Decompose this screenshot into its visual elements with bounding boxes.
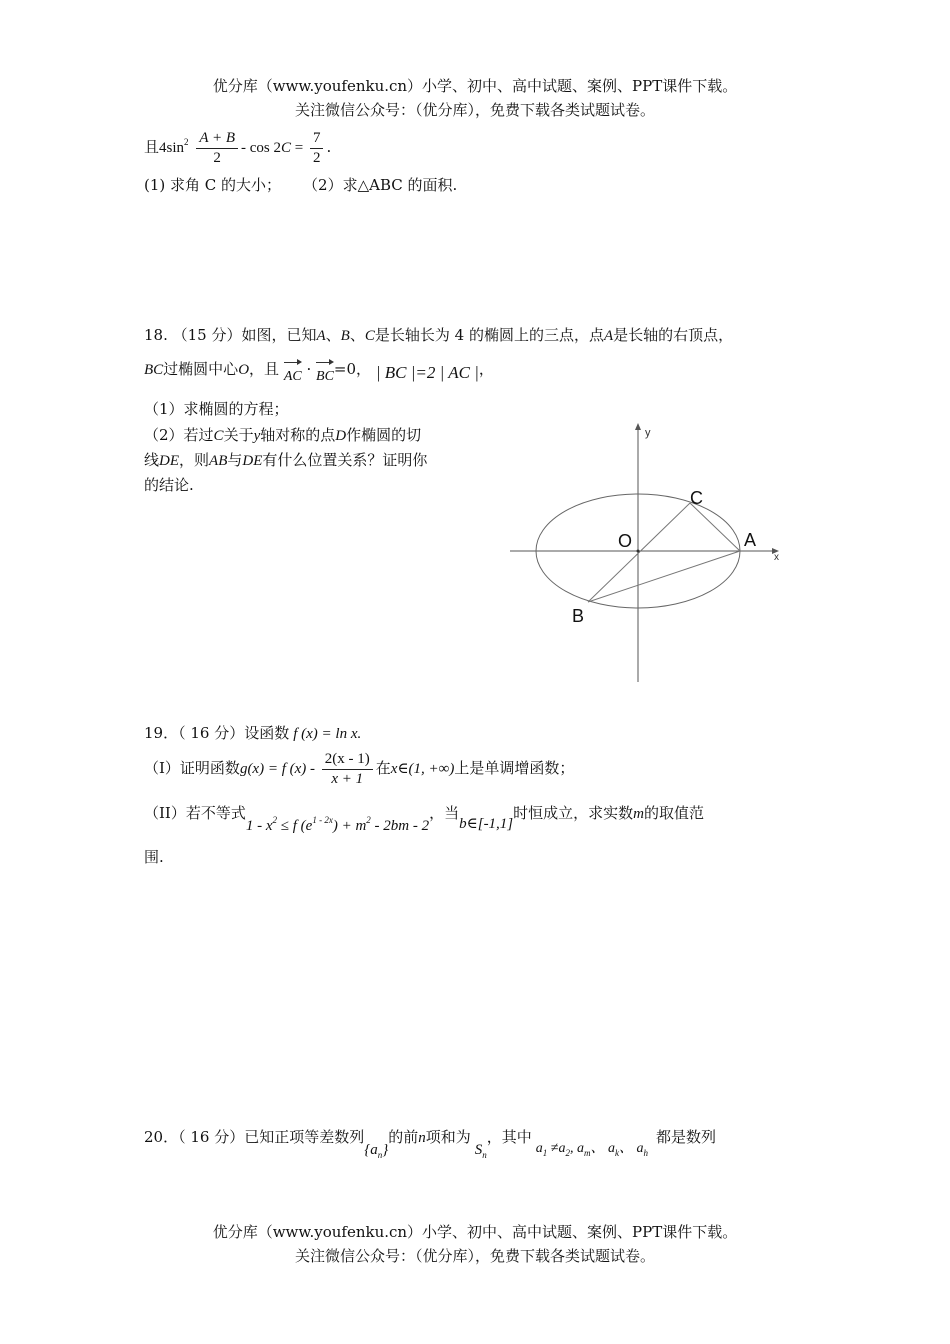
- q17-rhs-fraction: $\frac{7}{2}$: [310, 129, 324, 168]
- q19-part-1: （I）证明函数g(x) = f (x) - $\frac{2(x - 1)}{x + 1}$ 在x∈(1, +∞)上是单调增函数；: [144, 750, 575, 787]
- vector-ac: AC: [284, 362, 302, 392]
- q17-condition: 且$4\sin^2$ $\frac{A + B}{2}$ - cos 2C = $\frac{7}{2}$ .: [144, 129, 332, 166]
- q20-sequence: $\{a_n\}$: [364, 1142, 389, 1160]
- header-line-2: 关注微信公众号：（优分库），免费下载各类试题试卷。: [294, 101, 655, 119]
- q18-part-1: （1）求椭圆的方程；: [144, 400, 289, 418]
- q20-line-1: 20．（ 16 分）已知正项等差数列$\{a_n\}$的前n项和为$S_n$，其中$a_1 \ne a_2$, $a_m$、 $a_k$、 $a_h$都是数列: [144, 1128, 716, 1160]
- ellipse-figure: [500, 418, 800, 688]
- q19-part-2: （II）若不等式$1 - x^2 \le f$ $(e^{1 - 2x}) + m^2 - 2bm - 2$，当b∈[-1,1]时恒成立，求实数m的取值范: [144, 804, 705, 834]
- q17-part-2: （2）求△ABC 的面积.: [303, 176, 458, 194]
- segment-cb: [588, 503, 690, 602]
- label-c: C: [690, 488, 703, 508]
- label-x: x: [774, 552, 779, 563]
- vector-bc: BC: [316, 362, 334, 392]
- q18-part-2-line-3: 的结论.: [144, 476, 194, 494]
- q17-part-1: (1) 求角 C 的大小；: [144, 176, 282, 194]
- footer-line-2: 关注微信公众号：（优分库），免费下载各类试题试卷。: [294, 1247, 655, 1265]
- q17-angle-fraction: $\frac{A + B}{2}$: [196, 129, 238, 168]
- header-line-1: 优分库（www.youfenku.cn）小学、初中、高中试题、案例、PPT课件下载。: [212, 77, 738, 95]
- q18-line-1: 18. （15 分）如图，已知A、B、C是长轴长为 4 的椭圆上的三点，点A是长轴的右顶点，: [144, 326, 734, 344]
- segment-ac: [690, 503, 740, 551]
- footer-line-1: 优分库（www.youfenku.cn）小学、初中、高中试题、案例、PPT课件下载。: [212, 1223, 738, 1241]
- q18-line-2: BC过椭圆中心O，且 AC · BC=0， | BC |=2 | AC |，: [144, 354, 494, 392]
- label-b: B: [572, 606, 585, 626]
- center-point: [637, 550, 640, 553]
- q19-fraction: $\frac{2(x - 1)}{x + 1}$: [322, 750, 373, 789]
- label-o: O: [618, 531, 633, 551]
- q17-parts: [144, 174, 457, 196]
- label-a: A: [744, 530, 757, 550]
- q19-part-2-end: 围.: [144, 848, 164, 866]
- q20-sum: $S_n$: [474, 1142, 487, 1160]
- q19-head: 19．（ 16 分）设函数 f (x) = ln x.: [144, 724, 362, 742]
- q19-inequality: $1 - x^2 \le f$ $(e^{1 - 2x}) + m^2 - 2bm - 2$: [245, 815, 430, 834]
- q18-abs-expression: | BC |=2 | AC |: [375, 363, 479, 382]
- q18-part-2-line-2: 线DE，则AB与DE有什么位置关系？证明你: [144, 451, 428, 469]
- q20-terms: $a_1 \ne a_2$, $a_m$、 $a_k$、 $a_h$: [535, 1141, 648, 1158]
- label-y: y: [645, 427, 651, 439]
- y-axis-arrow-icon: [635, 423, 641, 430]
- q18-part-2-line-1: （2）若过C关于y轴对称的点D作椭圆的切: [144, 426, 422, 444]
- segment-ab: [588, 551, 740, 602]
